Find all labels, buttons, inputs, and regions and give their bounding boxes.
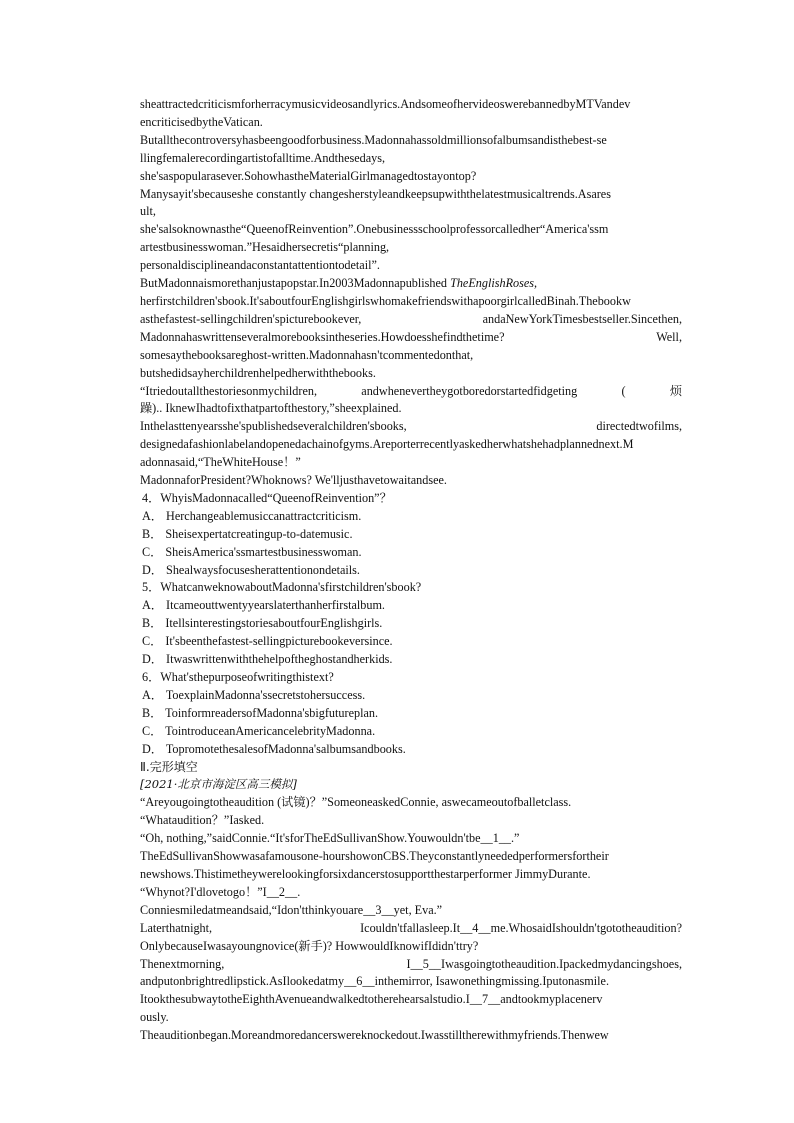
text-line: sheattractedcriticismforherracymusicvideosandlyrics.AndsomeofhervideoswerebannedbyMTVandev	[140, 97, 631, 111]
text-line: she'saspopularasever.SohowhastheMaterialGirlmanagedtostayontop?	[140, 168, 477, 183]
cloze-line: ItookthesubwaytotheEighthAvenueandwalkedtotherehearsalstudio.I__7__andtookmyplacenerv	[140, 992, 603, 1007]
text-line	[140, 329, 682, 347]
question-option: C． SheisAmerica'ssmartestbusinesswoman.	[142, 544, 362, 559]
section-heading: Ⅱ.完形填空	[140, 759, 198, 774]
text-line: encriticisedbytheVatican.	[140, 114, 263, 129]
text-line: somesaythebooksareghost-written.Madonnahasn'tcommentedonthat,	[140, 347, 474, 362]
text-span: 烦	[669, 383, 683, 398]
text-span: Thenextmorning,	[140, 956, 225, 971]
text-span: Icouldn'tfallasleep.It__4__me.WhosaidIshouldn'tgototheaudition?	[360, 920, 682, 935]
cloze-line: OnlybecauseIwasayoungnovice(新手)? HowwouldIknowifIdidn'ttry?	[140, 938, 479, 953]
question-option: C． It'sbeenthefastest-sellingpicturebookeversince.	[142, 634, 393, 649]
text-line	[140, 275, 682, 293]
question-stem: 5．WhatcanweknowaboutMadonna'sfirstchildren'sbook?	[142, 580, 422, 595]
text-span: Laterthatnight,	[140, 920, 213, 935]
text-span: Inthelasttenyearsshe'spublishedseveralchildren'sbooks,	[140, 419, 407, 434]
book-title: TheEnglishRoses,	[450, 276, 538, 291]
text-span: Well,	[656, 329, 682, 344]
text-span: ButMadonnaismorethanjustapopstar.In2003Madonnapublished	[140, 276, 448, 291]
question-option: D． Shealwaysfocusesherattentionondetails.	[142, 562, 360, 577]
cloze-line	[140, 956, 682, 974]
text-line: Butallthecontroversyhasbeengoodforbusiness.Madonnahassoldmillionsofalbumsandisthebest-se	[140, 132, 607, 147]
text-span: Madonnahaswrittenseveralmorebooksintheseries.Howdoesshefindthetime?	[140, 329, 505, 344]
text-line: ult,	[140, 204, 156, 219]
question-option: D． TopromotethesalesofMadonna'salbumsandbooks.	[142, 741, 406, 756]
text-span: “Itriedoutallthestoriesonmychildren,	[140, 383, 318, 398]
text-line	[140, 311, 682, 329]
cloze-line: “Oh, nothing,”saidConnie.“It'sforTheEdSullivanShow.Youwouldn'tbe__1__.”	[140, 831, 520, 846]
question-option: B． Sheisexpertatcreatingup-to-datemusic.	[142, 526, 353, 541]
text-line: she'salsoknownasthe“QueenofReinvention”.Onebusinessschoolprofessorcalledher“America'ssm	[140, 222, 609, 237]
text-line	[140, 383, 682, 401]
text-span: andwhenevertheygotboredorstartedfidgeting	[361, 383, 578, 398]
text-line: adonnasaid,“TheWhiteHouse！”	[140, 455, 301, 470]
cloze-line: newshows.Thistimetheywerelookingforsixdancerstosupportthestarperformer JimmyDurante.	[140, 866, 591, 881]
text-line: personaldisciplineandaconstantattentiontodetail”.	[140, 258, 380, 273]
question-stem: 6．What'sthepurposeofwritingthistext?	[142, 670, 334, 684]
document-page	[140, 96, 682, 1045]
text-line	[140, 418, 682, 436]
text-span: directedtwofilms,	[596, 419, 682, 434]
cloze-line: TheEdSullivanShowwasafamousone-hourshowonCBS.Theyconstantlyneededperformersfortheir	[140, 849, 609, 864]
cloze-line: “Whynot?I'dlovetogo！”I__2__.	[140, 884, 301, 899]
cloze-line: Theauditionbegan.Moreandmoredancerswereknockedout.Iwasstilltherewithmyfriends.Thenwew	[140, 1028, 609, 1043]
text-line: artestbusinesswoman.”Hesaidhersecretis“planning,	[140, 240, 390, 255]
cloze-line: ously.	[140, 1010, 169, 1025]
cloze-line: “Areyougoingtotheaudition (试镜)？”SomeoneaskedConnie, aswecameoutofballetclass.	[140, 795, 572, 810]
source-label: [2021·北京市海淀区高三模拟]	[140, 777, 297, 792]
text-span: I__5__Iwasgoingtotheaudition.Ipackedmydancingshoes,	[406, 956, 682, 971]
text-line: herfirstchildren'sbook.It'saboutfourEnglishgirlswhomakefriendswithapoorgirlcalledBinah.Thebookw	[140, 293, 631, 308]
question-stem: 4．WhyisMadonnacalled“QueenofReinvention”？	[142, 490, 392, 505]
question-option: B． ItellsinterestingstoriesaboutfourEnglishgirls.	[142, 616, 383, 631]
text-line: MadonnaforPresident?Whoknows? We'lljusthavetowaitandsee.	[140, 473, 447, 488]
cloze-line: “Whataudition？”Iasked.	[140, 813, 265, 828]
text-line: Manysayit'sbecauseshe constantly changesherstyleandkeepsupwiththelatestmusicaltrends.Asares	[140, 186, 611, 201]
text-line: 躁).. IknewIhadtofixthatpartofthestory,”sheexplained.	[140, 401, 402, 416]
cloze-line: andputonbrightredlipstick.AsIlookedatmy__6__inthemirror, Isawonethingmissing.Iputonasmile.	[140, 974, 609, 989]
question-option: B． ToinformreadersofMadonna'sbigfutureplan.	[142, 705, 379, 720]
cloze-line	[140, 920, 682, 938]
text-line: designedafashionlabelandopenedachainofgyms.Areporterrecentlyaskedherwhatshehadplannednext.M	[140, 437, 634, 452]
question-option: A． Herchangeablemusiccanattractcriticism.	[142, 508, 362, 523]
question-option: D． Itwaswrittenwiththehelpoftheghostandherkids.	[142, 652, 393, 667]
question-option: C． TointroduceanAmericancelebrityMadonna.	[142, 723, 376, 738]
text-line: butshedidsayherchildrenhelpedherwiththebooks.	[140, 365, 376, 380]
text-line: llingfemalerecordingartistofalltime.Andthesedays,	[140, 150, 386, 165]
text-span: (	[621, 383, 626, 398]
text-span: andaNewYorkTimesbestseller.Sincethen,	[482, 311, 682, 326]
cloze-line: Conniesmiledatmeandsaid,“Idon'tthinkyouare__3__yet, Eva.”	[140, 902, 443, 917]
text-span: asthefastest-sellingchildren'spicturebookever,	[140, 311, 362, 326]
question-option: A． ToexplainMadonna'ssecretstohersuccess.	[142, 687, 366, 702]
question-option: A． Itcameouttwentyyearslaterthanherfirstalbum.	[142, 598, 385, 613]
